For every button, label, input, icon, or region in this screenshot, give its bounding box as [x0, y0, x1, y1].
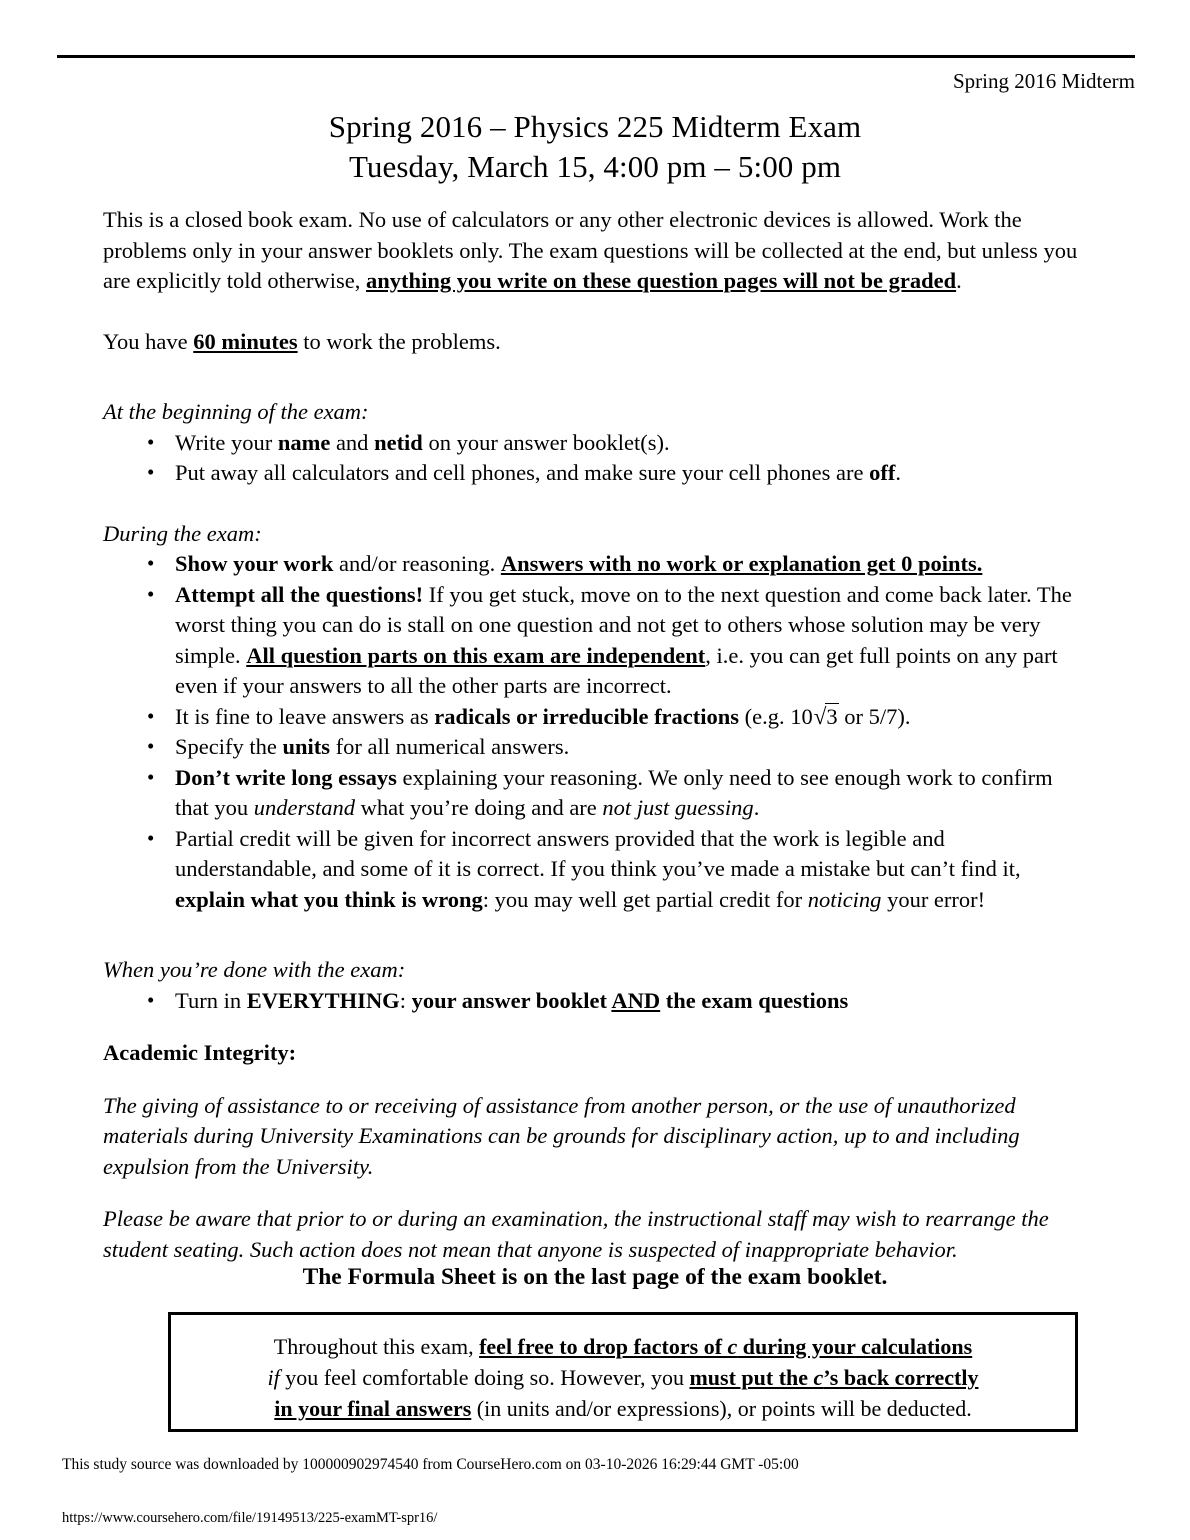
beginning-bullet-list [103, 428, 1083, 489]
source-url: https://www.coursehero.com/file/19149513/225-examMT-spr16/ [62, 1510, 438, 1526]
note-line-2 [171, 1362, 1075, 1393]
bullet-text: Turn in [175, 987, 247, 1013]
list-item [103, 458, 1083, 489]
document-body [103, 205, 1083, 1265]
integrity-heading-text: Academic Integrity: [103, 1040, 297, 1065]
bullet-bold-lead: Show your work [175, 551, 334, 576]
section-heading-done: When you’re done with the exam: [103, 957, 406, 982]
note-text: Throughout this exam, [273, 1334, 480, 1359]
radicand: 3 [826, 703, 838, 729]
time-emphasis: 60 minutes [193, 328, 298, 354]
bullet-bold-units: units [282, 734, 330, 759]
time-suffix: to work the problems. [297, 328, 501, 354]
bullet-text: Write your [175, 429, 278, 455]
note-box-content [171, 1315, 1075, 1424]
during-bullet-list [103, 549, 1083, 915]
bullet-text: explaining your reasoning. We only need to see enough work to confirm that you [175, 764, 1053, 820]
bullet-text: what you’re doing and are [355, 795, 603, 820]
bullet-text: , i.e. you can get full points on any part even if your answers to all the other parts are incorrect. [175, 642, 1058, 698]
bullet-bold-lead: Don’t write long essays [175, 764, 397, 790]
bullet-text: or 5/7). [838, 703, 911, 729]
header-divider-rule [57, 55, 1135, 58]
bullet-text: on your answer booklet(s). [422, 429, 670, 455]
bullet-italic-noticing: noticing [807, 886, 882, 912]
section-heading-during: During the exam: [103, 520, 262, 546]
note-emphasis: must put the [689, 1365, 814, 1390]
bullet-text: : [399, 987, 412, 1013]
title-line-1: Spring 2016 – Physics 225 Midterm Exam [328, 109, 862, 144]
bullet-bold-everything: EVERYTHING [246, 987, 400, 1013]
bullet-emphasis: All question parts on this exam are independent [246, 642, 706, 668]
bullet-italic-guessing: not just guessing [602, 795, 754, 820]
bullet-bold-name: name [277, 429, 331, 455]
title-line-2: Tuesday, March 15, 4:00 pm – 5:00 pm [348, 149, 842, 184]
bullet-text: It is fine to leave answers as [175, 703, 435, 729]
note-emphasis: in your final answers [274, 1396, 472, 1421]
list-item [103, 824, 1083, 916]
bullet-text: : you may well get partial credit for [482, 886, 808, 912]
time-prefix: You have [103, 328, 194, 354]
note-emphasis: ’s back correctly [823, 1365, 979, 1390]
intro-suffix: . [956, 268, 962, 293]
intro-emphasis: anything you write on these question pages will not be graded [366, 268, 957, 293]
bullet-text: Specify the [175, 734, 283, 759]
bullet-text: and/or reasoning. [333, 551, 501, 576]
note-line-3 [171, 1393, 1075, 1424]
note-text: (in units and/or expressions), or points will be deducted. [471, 1396, 972, 1421]
bullet-bold-booklet: your answer booklet [411, 987, 612, 1013]
bullet-text: . [895, 460, 902, 485]
bullet-italic-understand: understand [253, 795, 355, 820]
note-emphasis: during your calculations [737, 1334, 973, 1359]
list-item [103, 428, 1083, 459]
bullet-text: your error! [881, 886, 986, 912]
bullet-text: Put away all calculators and cell phones, and make sure your cell phones are [175, 460, 870, 485]
bullet-text: for all numerical answers. [330, 734, 570, 759]
list-item [103, 763, 1083, 824]
list-item [103, 986, 1083, 1017]
note-italic-if: if [267, 1365, 280, 1390]
bullet-bold-questions: the exam questions [660, 987, 849, 1013]
bullet-text: If you get stuck, move on to the next question and come back later. The worst thing you can do is stall on one question and not get to others whose solution may be very simple. [175, 581, 1072, 668]
note-emphasis: feel free to drop factors of [479, 1334, 728, 1359]
bullet-bold-off: off [869, 460, 896, 485]
integrity-paragraph-2: Please be aware that prior to or during an examination, the instructional staff may wish to rearrange the student seating. Such action does not mean that anyone is suspected of inappropriate behavior. [103, 1206, 1049, 1262]
list-item [103, 549, 1083, 580]
note-line-1 [171, 1331, 1075, 1362]
bullet-underline-and: AND [611, 987, 661, 1013]
bullet-text: . [753, 795, 760, 820]
note-symbol-c: c [813, 1365, 824, 1390]
bullet-bold-radicals: radicals or irreducible fractions [434, 703, 740, 729]
c-factors-note-box [168, 1312, 1078, 1432]
bullet-bold-lead: Attempt all the questions! [175, 581, 424, 607]
list-item [103, 702, 1083, 733]
bullet-text: Partial credit will be given for incorrect answers provided that the work is legible and understandable, and some of it is correct. If you think you’ve made a mistake but can’t find it, [175, 825, 1021, 881]
intro-prefix: This is a closed book exam. No use of calculators or any other electronic devices is allowed. Work the problems only in your answer booklets only. The exam questions will be collected at the end, but unless you are explicitly told otherwise, [103, 207, 1078, 293]
bullet-bold-explain: explain what you think is wrong [175, 886, 483, 912]
exam-title-block [0, 107, 1190, 187]
bullet-text: (e.g. 10 [739, 703, 813, 729]
running-head: Spring 2016 Midterm [953, 69, 1135, 93]
formula-sheet-note: The Formula Sheet is on the last page of the exam booklet. [302, 1264, 888, 1290]
download-watermark-note: This study source was downloaded by 100000902974540 from CourseHero.com on 03-10-2026 16:29:44 GMT -05:00 [62, 1456, 799, 1473]
intro-paragraph [103, 205, 1083, 297]
integrity-heading [103, 1038, 1083, 1069]
list-item [103, 732, 1083, 763]
section-heading-beginning: At the beginning of the exam: [103, 399, 369, 424]
bullet-text: and [330, 429, 375, 455]
note-symbol-c: c [727, 1334, 738, 1359]
square-root-symbol [813, 702, 839, 733]
integrity-paragraph-1: The giving of assistance to or receiving of assistance from another person, or the use of unauthorized materials during University Examinations can be grounds for disciplinary action, up to and including expulsion from the University. [103, 1092, 1020, 1179]
radical-sign: √ [813, 703, 827, 729]
time-allowance [103, 327, 1083, 358]
list-item [103, 580, 1083, 702]
bullet-bold-netid: netid [374, 429, 423, 455]
bullet-emphasis: Answers with no work or explanation get 0 points. [500, 551, 983, 576]
note-text: you feel comfortable doing so. However, you [279, 1365, 690, 1390]
done-bullet-list [103, 986, 1083, 1017]
